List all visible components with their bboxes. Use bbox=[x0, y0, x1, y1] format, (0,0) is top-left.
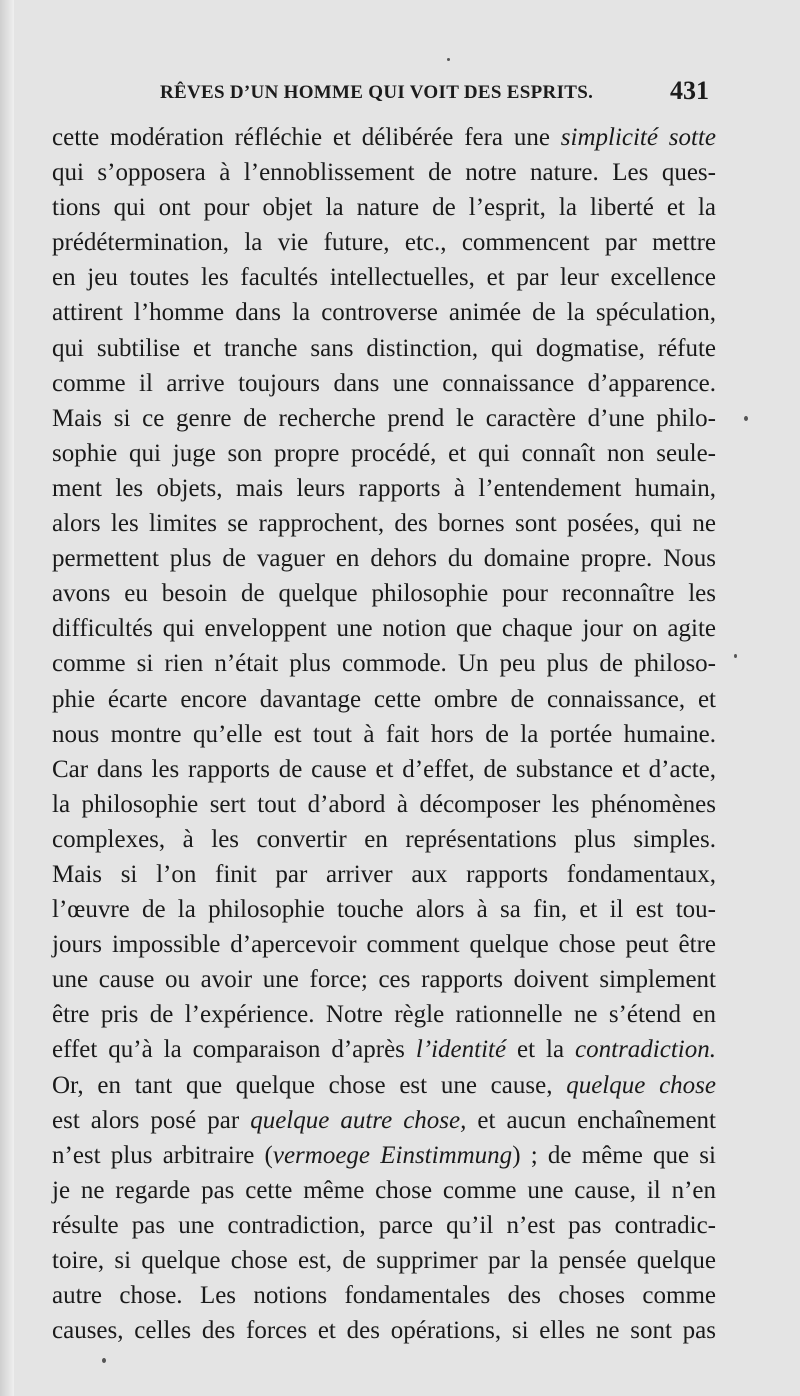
text-run: n’est plus arbitraire ( bbox=[52, 1141, 273, 1169]
text-run: toire, si quelque chose est, de supprimer par la pensée quelque bbox=[52, 1247, 716, 1274]
book-page bbox=[14, 0, 800, 1396]
text-run: alors les limites se rapprochent, des bornes sont posées, qui ne bbox=[52, 510, 716, 538]
text-line bbox=[52, 717, 716, 752]
text-line bbox=[52, 155, 716, 190]
print-speck bbox=[447, 58, 450, 61]
text-run: effet qu’à la comparaison d’après bbox=[52, 1036, 416, 1064]
text-line bbox=[52, 436, 716, 471]
page-binding-edge bbox=[0, 0, 14, 1396]
running-head bbox=[14, 74, 800, 114]
text-run: je ne regarde pas cette même chose comme une cause, il n’en bbox=[52, 1176, 716, 1204]
text-line bbox=[52, 1278, 716, 1313]
text-line bbox=[52, 225, 716, 260]
text-line bbox=[52, 1138, 716, 1173]
page-number: 431 bbox=[670, 76, 709, 105]
text-line bbox=[52, 541, 716, 576]
text-run: permettent plus de vaguer en dehors du domaine propre. Nous bbox=[52, 545, 716, 573]
text-run: causes, celles des forces et des opérations, si elles ne sont pas bbox=[52, 1317, 716, 1345]
text-line bbox=[52, 997, 716, 1032]
text-run: l’œuvre de la philosophie touche alors à sa fin, et il est tou- bbox=[52, 896, 716, 924]
text-line bbox=[52, 892, 716, 927]
text-line bbox=[52, 857, 716, 892]
text-line bbox=[52, 1173, 716, 1208]
text-line bbox=[52, 1103, 716, 1138]
text-run: Mais si l’on finit par arriver aux rapports fondamentaux, bbox=[52, 860, 716, 888]
text-run: la philosophie sert tout d’abord à décomposer les phénomènes bbox=[52, 790, 716, 818]
text-line bbox=[52, 471, 716, 506]
print-speck bbox=[102, 1358, 106, 1363]
text-run: tions qui ont pour objet la nature de l’esprit, la liberté et la bbox=[52, 194, 716, 222]
text-line bbox=[52, 787, 716, 822]
italic-run: vermoege Einstimmung bbox=[272, 1141, 513, 1169]
text-line bbox=[52, 682, 716, 717]
text-line bbox=[52, 822, 716, 857]
text-run: phie écarte encore davantage cette ombre de connaissance, et bbox=[52, 685, 716, 713]
text-line bbox=[52, 752, 716, 787]
text-run: en jeu toutes les facultés intellectuelles, et par leur excellence bbox=[52, 264, 716, 292]
text-run: et aucun enchaînement bbox=[466, 1106, 716, 1134]
text-run: difficultés qui enveloppent une notion que chaque jour on agite bbox=[52, 615, 716, 643]
text-run: ) ; de même que si bbox=[512, 1141, 716, 1169]
text-run: autre chose. Les notions fondamentales des choses comme bbox=[52, 1282, 716, 1310]
italic-run: contradiction. bbox=[575, 1036, 716, 1064]
text-run: prédétermination, la vie future, etc., commencent par mettre bbox=[52, 229, 716, 257]
text-run: Mais si ce genre de recherche prend le caractère d’une philo- bbox=[52, 404, 716, 432]
text-run: avons eu besoin de quelque philosophie pour reconnaître les bbox=[52, 580, 716, 608]
text-run: sophie qui juge son propre procédé, et qui connaît non seule- bbox=[52, 439, 716, 467]
text-run: jours impossible d’apercevoir comment quelque chose peut être bbox=[52, 931, 716, 959]
text-run: cette modération réfléchie et délibérée fera une bbox=[52, 124, 561, 151]
running-head-title: RÊVES D’UN HOMME QUI VOIT DES ESPRITS. bbox=[160, 82, 594, 103]
text-line bbox=[52, 295, 716, 330]
text-line bbox=[52, 120, 716, 155]
text-line bbox=[52, 646, 716, 681]
text-line bbox=[52, 366, 716, 401]
text-run: et la bbox=[506, 1036, 576, 1064]
text-run: complexes, à les convertir en représentations plus simples. bbox=[52, 825, 716, 853]
text-line bbox=[52, 401, 716, 436]
text-line bbox=[52, 1068, 716, 1103]
text-line bbox=[52, 576, 716, 611]
text-run: ment les objets, mais leurs rapports à l’entendement humain, bbox=[52, 474, 716, 502]
text-line bbox=[52, 260, 716, 295]
print-speck bbox=[744, 416, 748, 421]
text-run: est alors posé par bbox=[52, 1106, 251, 1134]
text-line bbox=[52, 190, 716, 225]
text-run: attirent l’homme dans la controverse animée de la spéculation, bbox=[52, 299, 716, 327]
italic-run: simplicité sotte bbox=[560, 124, 717, 151]
text-run: qui subtilise et tranche sans distinction, qui dogmatise, réfute bbox=[52, 334, 716, 362]
text-line bbox=[52, 1032, 716, 1067]
print-speck bbox=[734, 654, 737, 658]
italic-run: quelque autre chose, bbox=[250, 1106, 467, 1134]
text-line bbox=[52, 611, 716, 646]
text-line bbox=[52, 1208, 716, 1243]
text-line bbox=[52, 506, 716, 541]
text-run: Or, en tant que quelque chose est une cause, bbox=[52, 1071, 567, 1099]
text-run: être pris de l’expérience. Notre règle rationnelle ne s’étend en bbox=[52, 1001, 716, 1029]
text-run: Car dans les rapports de cause et d’effet, de substance et d’acte, bbox=[52, 755, 716, 783]
text-line bbox=[52, 331, 716, 366]
text-run: nous montre qu’elle est tout à fait hors de la portée humaine. bbox=[52, 720, 716, 748]
text-run: une cause ou avoir une force; ces rapports doivent simplement bbox=[52, 966, 716, 994]
italic-run: l’identité bbox=[415, 1036, 507, 1064]
text-run: comme il arrive toujours dans une connaissance d’apparence. bbox=[52, 369, 716, 397]
text-line bbox=[52, 1243, 716, 1278]
text-line bbox=[52, 962, 716, 997]
body-text bbox=[52, 120, 716, 1348]
italic-run: quelque chose bbox=[566, 1071, 716, 1099]
text-line bbox=[52, 1313, 716, 1348]
text-run: comme si rien n’était plus commode. Un peu plus de philoso- bbox=[52, 650, 716, 678]
text-line bbox=[52, 927, 716, 962]
text-run: résulte pas une contradiction, parce qu’il n’est pas contradic- bbox=[52, 1211, 716, 1239]
text-run: qui s’opposera à l’ennoblissement de notre nature. Les ques- bbox=[52, 159, 716, 187]
